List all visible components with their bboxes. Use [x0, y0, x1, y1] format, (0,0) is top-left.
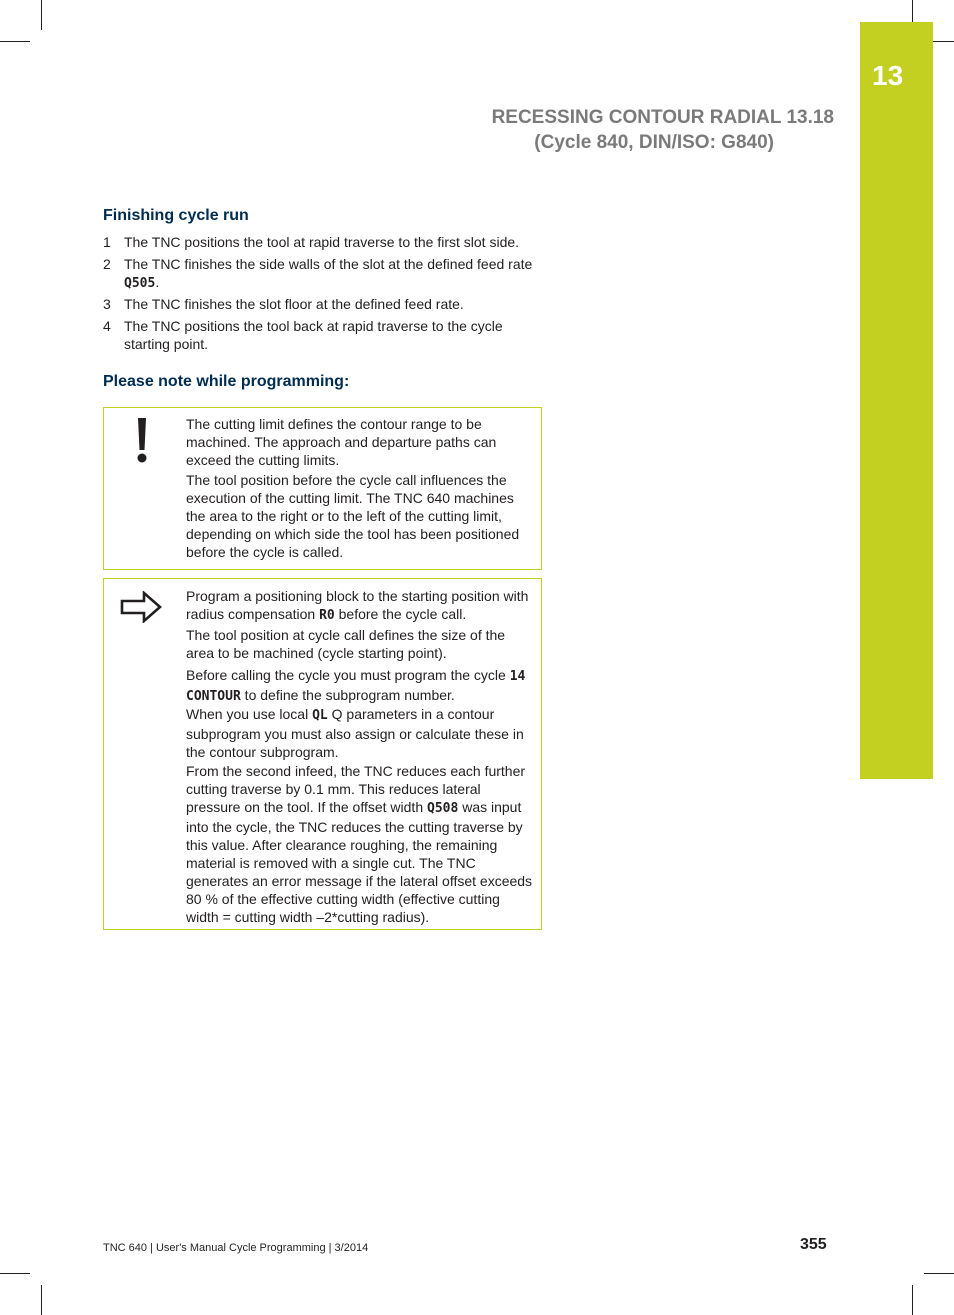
crop-mark — [41, 0, 42, 30]
parameter-code: Q508 — [427, 801, 459, 816]
note-heading: Please note while programming: — [103, 373, 350, 390]
parameter-code: QL — [312, 708, 328, 723]
step-number: 2 — [103, 256, 111, 272]
step-text — [124, 255, 534, 293]
info-para-1 — [186, 587, 536, 625]
parameter-code: Q505 — [124, 276, 156, 291]
info-text: Before calling the cycle you must program the cycle — [186, 667, 510, 683]
crop-mark — [0, 41, 30, 42]
chapter-number: 13 — [872, 60, 904, 91]
warning-para-1: The cutting limit defines the contour range to be machined. The approach and departure paths can exceed the cutting limits. — [186, 416, 497, 468]
crop-mark — [41, 1285, 42, 1315]
info-para-2: The tool position at cycle call defines the size of the area to be machined (cycle starting point). — [186, 627, 506, 661]
page-number: 355 — [800, 1236, 827, 1253]
info-text: Program a positioning block to the starting position with radius compensation — [186, 588, 529, 622]
info-para-5 — [186, 762, 536, 926]
crop-mark — [924, 1273, 954, 1274]
step-number: 4 — [103, 318, 111, 334]
info-text: From the second infeed, the TNC reduces each further cutting traverse by 0.1 mm. This reduces lateral pressure on the tool. If the offset width — [186, 763, 526, 815]
step-text-a: The TNC finishes the side walls of the slot at the defined feed rate — [124, 256, 533, 272]
header-line-1: RECESSING CONTOUR RADIAL 13.18 — [491, 107, 834, 128]
finishing-heading: Finishing cycle run — [103, 207, 249, 224]
step-text: The TNC positions the tool at rapid traverse to the first slot side. — [124, 234, 520, 250]
header-line-2: (Cycle 840, DIN/ISO: G840) — [534, 132, 774, 153]
page-header — [420, 105, 834, 155]
warning-para-2: The tool position before the cycle call influences the execution of the cutting limit. The TNC 640 machines the area to the right or to the left of the cutting limit, depending on which side the tool has been positioned before the cycle is called. — [186, 472, 520, 560]
box-top-rule — [186, 407, 542, 408]
step-text-b: . — [155, 274, 160, 290]
step-text: The TNC finishes the slot floor at the defined feed rate. — [124, 296, 464, 312]
step-text: The TNC positions the tool back at rapid traverse to the cycle starting point. — [124, 318, 503, 352]
crop-mark — [0, 1273, 30, 1274]
box-top-rule — [186, 578, 542, 579]
info-text: Q parameters in a contour subprogram you must also assign or calculate these in the contour subprogram. — [186, 706, 524, 760]
parameter-code: R0 — [319, 608, 335, 623]
info-para-3 — [186, 666, 536, 706]
crop-mark — [912, 1285, 913, 1315]
info-text: before the cycle call. — [334, 606, 467, 622]
chapter-tab — [860, 22, 933, 779]
arrow-right-icon — [120, 591, 162, 623]
step-number: 3 — [103, 296, 111, 312]
info-text: When you use local — [186, 706, 313, 722]
info-text: was input into the cycle, the TNC reduces the cutting traverse by this value. After clearance roughing, the remaining material is removed with a single cut. The TNC generates an error message if the lateral offset exceeds 80 % of the effective cutting width (effective cutting width = cutting width –2*cutting radius). — [186, 799, 533, 925]
info-para-4 — [186, 705, 536, 761]
exclamation-icon — [135, 418, 151, 464]
parameter-code: 14 CONTOUR — [186, 669, 526, 704]
footer-text: TNC 640 | User's Manual Cycle Programming | 3/2014 — [103, 1242, 369, 1254]
info-text: to define the subprogram number. — [240, 687, 455, 703]
step-number: 1 — [103, 234, 111, 250]
